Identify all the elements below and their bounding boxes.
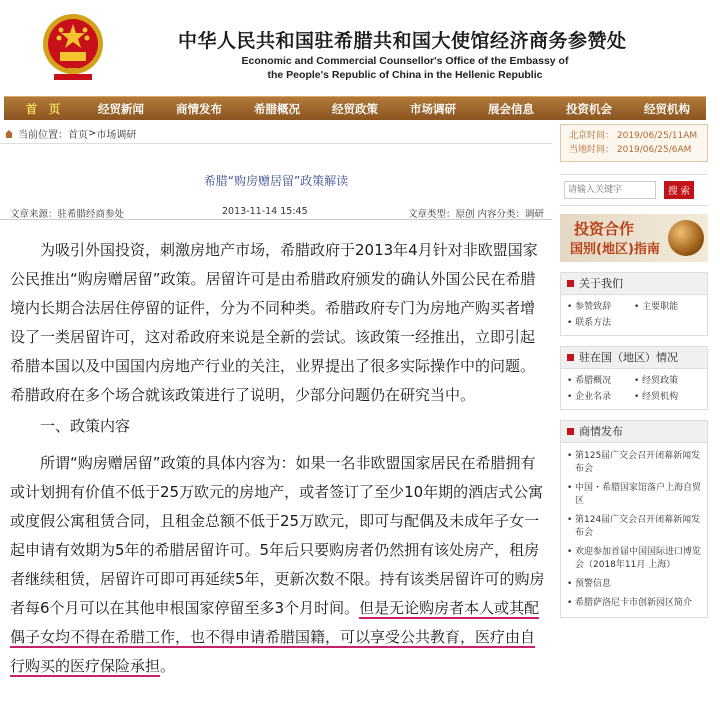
investment-guide-banner[interactable]: [560, 214, 708, 262]
about-box: [560, 272, 708, 336]
country-link[interactable]: • 经贸政策: [634, 373, 701, 389]
breadcrumb-home[interactable]: 首页: [68, 130, 88, 141]
site-title-en-line2: the People's Republic of China in the Hellenic Republic: [267, 69, 543, 81]
paragraph-text: 所谓“购房赠居留”政策的具体内容为：如果一名非欧盟国家居民在希腊拥有或计划拥有价值不低于25万欧元的房地产，或者签订了至少10年期的酒店式公寓或度假公寓租赁合同，且租金总额不低于25万欧元，即可与配偶及未成年子女一起申请有效期为5年的希腊居留许可。5年后只要购房者仍然拥有该处房产，租房者继续租赁，居留许可即可再延续5年，更新次数不限。持有该类居留许可的购房者每6个月可以在其他申根国家停留至多3个月时间。: [10, 454, 545, 617]
breadcrumb: [0, 124, 552, 144]
article-paragraph: [10, 449, 546, 681]
nav-trade-agencies[interactable]: 经贸机构: [644, 101, 690, 116]
nav-greece-overview[interactable]: 希腊概况: [254, 101, 300, 116]
bullet-icon: [567, 280, 574, 287]
site-title-cn: 中华人民共和国驻希腊共和国大使馆经济商务参赞处: [178, 30, 627, 52]
about-link[interactable]: • 参赞致辞: [567, 299, 634, 315]
article-type: 文章类型：原创 内容分类：调研: [407, 209, 544, 220]
country-link[interactable]: • 经贸机构: [634, 389, 701, 405]
country-header: [561, 347, 707, 369]
business-header: [561, 421, 707, 443]
sidebar: [560, 124, 708, 618]
banner-line2: 国别(地区)指南: [570, 242, 660, 257]
business-link[interactable]: • 预警信息: [567, 575, 701, 594]
business-link[interactable]: • 中国・希腊国家馆落户上海自贸区: [567, 479, 701, 511]
breadcrumb-current[interactable]: 市场调研: [96, 130, 137, 141]
nav-trade-news[interactable]: 经贸新闻: [98, 101, 144, 116]
bullet-icon: [567, 354, 574, 361]
nav-market-research[interactable]: 市场调研: [410, 101, 456, 116]
home-icon: [4, 129, 14, 139]
country-link[interactable]: • 企业名录: [567, 389, 634, 405]
business-link[interactable]: • 希腊萨洛尼卡市创新园区简介: [567, 594, 701, 613]
nav-business-info[interactable]: 商情发布: [176, 101, 222, 116]
breadcrumb-prefix: 当前位置：: [18, 130, 68, 141]
breadcrumb-separator: >: [88, 128, 97, 139]
nav-investment[interactable]: 投资机会: [566, 101, 612, 116]
nav-home[interactable]: 首 页: [25, 101, 61, 116]
nav-exhibitions[interactable]: 展会信息: [488, 101, 534, 116]
search-bar: [560, 174, 708, 206]
bullet-icon: [567, 428, 574, 435]
site-title-en: [240, 54, 570, 82]
about-link[interactable]: • 主要职能: [634, 299, 701, 315]
article-title: 希腊“购房赠居留”政策解读: [203, 174, 349, 188]
site-header: [0, 0, 720, 96]
globe-icon: [668, 220, 704, 256]
about-header: [561, 273, 707, 295]
article-source: 文章来源：驻希腊经商参处: [10, 209, 125, 220]
local-time: 当地时间： 2019/06/25/6AM: [569, 145, 692, 155]
search-input[interactable]: [564, 181, 656, 199]
main-nav: [4, 96, 706, 120]
country-box: [560, 346, 708, 410]
about-link[interactable]: • 联系方法: [567, 315, 634, 331]
country-link[interactable]: • 希腊概况: [567, 373, 634, 389]
article-body: [10, 236, 546, 681]
article-meta: [0, 204, 552, 220]
business-link[interactable]: • 第124届广交会召开闭幕新闻发布会: [567, 511, 701, 543]
country-title: 驻在国（地区）情况: [579, 351, 678, 364]
business-box: [560, 420, 708, 618]
underlined-text: 但是无论购房者本人或其配偶子女均不得在希腊工作，也不得申请希腊国籍，可以享受公共教育，医疗由自行购买的医疗保险承担: [10, 599, 540, 675]
site-title-en-line1: Economic and Commercial Counsellor's Office of the Embassy of: [241, 55, 569, 67]
nav-trade-policy[interactable]: 经贸政策: [332, 101, 378, 116]
section-heading: 一、政策内容: [40, 417, 131, 435]
article-paragraph: 为吸引外国投资，刺激房地产市场，希腊政府于2013年4月针对非欧盟国家公民推出“购房赠居留”政策。居留许可是由希腊政府颁发的确认外国公民在希腊境内长期合法居住停留的证件，分为不同种类。希腊政府专门为房地产购买者增设了一类居留许可，这对希政府来说是全新的尝试。该政策一经推出，立即引起希腊本国以及中国国内房地产行业的关注，业界提出了很多实际操作中的问题。希腊政府在多个场合就该政策进行了说明，少部分问题仍在研究当中。: [10, 241, 538, 404]
time-box: [560, 124, 708, 162]
paragraph-end: 。: [160, 657, 176, 675]
banner-line1: 投资合作: [574, 220, 635, 238]
business-link[interactable]: • 第125届广交会召开闭幕新闻发布会: [567, 447, 701, 479]
business-title: 商情发布: [579, 425, 623, 438]
beijing-time: 北京时间： 2019/06/25/11AM: [569, 131, 698, 141]
article-date: 2013-11-14 15:45: [222, 206, 308, 217]
search-button[interactable]: 搜 索: [664, 181, 694, 199]
business-link[interactable]: • 欢迎参加首届中国国际进口博览会（2018年11月 上海）: [567, 543, 701, 575]
national-emblem-icon: [40, 6, 106, 86]
about-title: 关于我们: [579, 277, 623, 290]
